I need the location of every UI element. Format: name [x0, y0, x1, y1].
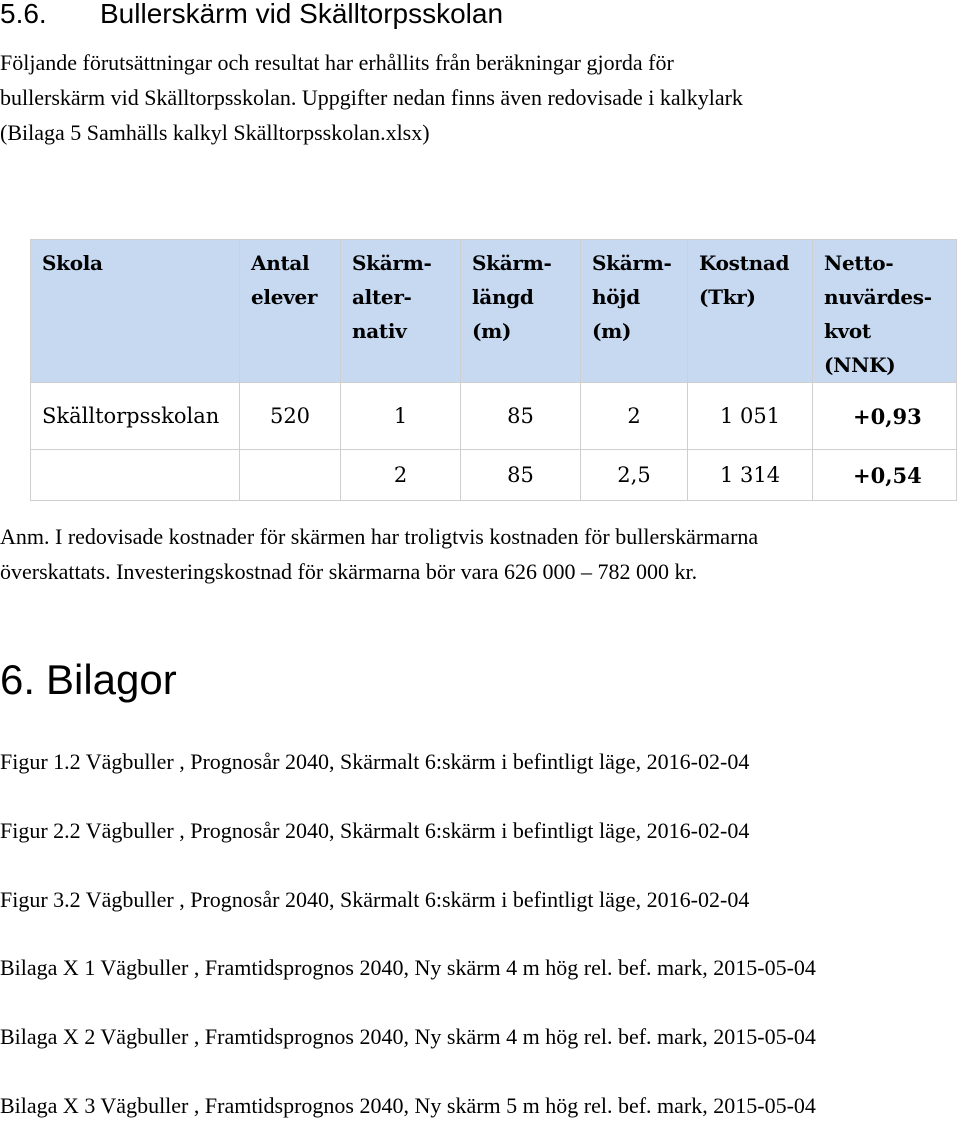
header-screen-alternative: Skärm- alter- nativ [341, 240, 461, 383]
cell-school: Skälltorpsskolan [31, 383, 240, 450]
intro-line: bullerskärm vid Skälltorpsskolan. Uppgifter nedan finns även redovisade i kalkylark [0, 85, 743, 110]
appendix-item: Bilaga X 1 Vägbuller , Framtidsprognos 2040, Ny skärm 4 m hög rel. bef. mark, 2015-05-04 [0, 955, 816, 980]
table-row [31, 450, 957, 501]
cell-nnk: +0,54 [813, 450, 957, 501]
cell-students [240, 450, 341, 501]
cell-alternative: 1 [341, 383, 461, 450]
appendix-item: Figur 3.2 Vägbuller , Prognosår 2040, Skärmalt 6:skärm i befintligt läge, 2016-02-04 [0, 887, 750, 912]
cell-length: 85 [461, 383, 581, 450]
note-paragraph [0, 519, 960, 589]
appendix-title: Bilagor [46, 656, 177, 703]
note-line: överskattats. Investeringskostnad för skärmarna bör vara 626 000 – 782 000 kr. [0, 559, 698, 584]
cell-length: 85 [461, 450, 581, 501]
table-row [31, 383, 957, 450]
appendix-number: 6. [0, 656, 36, 703]
note-line: Anm. I redovisade kostnader för skärmen har troligtvis kostnaden för bullerskärmarna [0, 524, 759, 549]
header-screen-height: Skärm- höjd (m) [581, 240, 688, 383]
section-heading [0, 0, 503, 32]
cell-cost: 1 314 [688, 450, 813, 501]
appendix-item: Figur 1.2 Vägbuller , Prognosår 2040, Skärmalt 6:skärm i befintligt läge, 2016-02-04 [0, 749, 750, 774]
section-title: Bullerskärm vid Skälltorpsskolan [100, 0, 504, 29]
cell-alternative: 2 [341, 450, 461, 501]
cell-school [31, 450, 240, 501]
cell-nnk: +0,93 [813, 383, 957, 450]
table-header-row [31, 240, 957, 383]
intro-paragraph [0, 45, 960, 150]
header-school: Skola [31, 240, 240, 383]
appendix-item: Figur 2.2 Vägbuller , Prognosår 2040, Skärmalt 6:skärm i befintligt läge, 2016-02-04 [0, 818, 750, 843]
intro-line: (Bilaga 5 Samhälls kalkyl Skälltorpsskolan.xlsx) [0, 120, 430, 145]
results-table [30, 239, 957, 501]
cell-height: 2 [581, 383, 688, 450]
header-students: Antal elever [240, 240, 341, 383]
section-number: 5.6. [0, 0, 47, 29]
cell-cost: 1 051 [688, 383, 813, 450]
header-nnk: Netto- nuvärdes- kvot (NNK) [813, 240, 957, 383]
appendix-heading [0, 654, 177, 706]
cell-height: 2,5 [581, 450, 688, 501]
cell-students: 520 [240, 383, 341, 450]
header-screen-length: Skärm- längd (m) [461, 240, 581, 383]
appendix-item: Bilaga X 2 Vägbuller , Framtidsprognos 2040, Ny skärm 4 m hög rel. bef. mark, 2015-05-04 [0, 1024, 816, 1049]
appendix-item: Bilaga X 3 Vägbuller , Framtidsprognos 2040, Ny skärm 5 m hög rel. bef. mark, 2015-05-04 [0, 1093, 816, 1118]
intro-line: Följande förutsättningar och resultat har erhållits från beräkningar gjorda för [0, 50, 674, 75]
header-cost: Kostnad (Tkr) [688, 240, 813, 383]
